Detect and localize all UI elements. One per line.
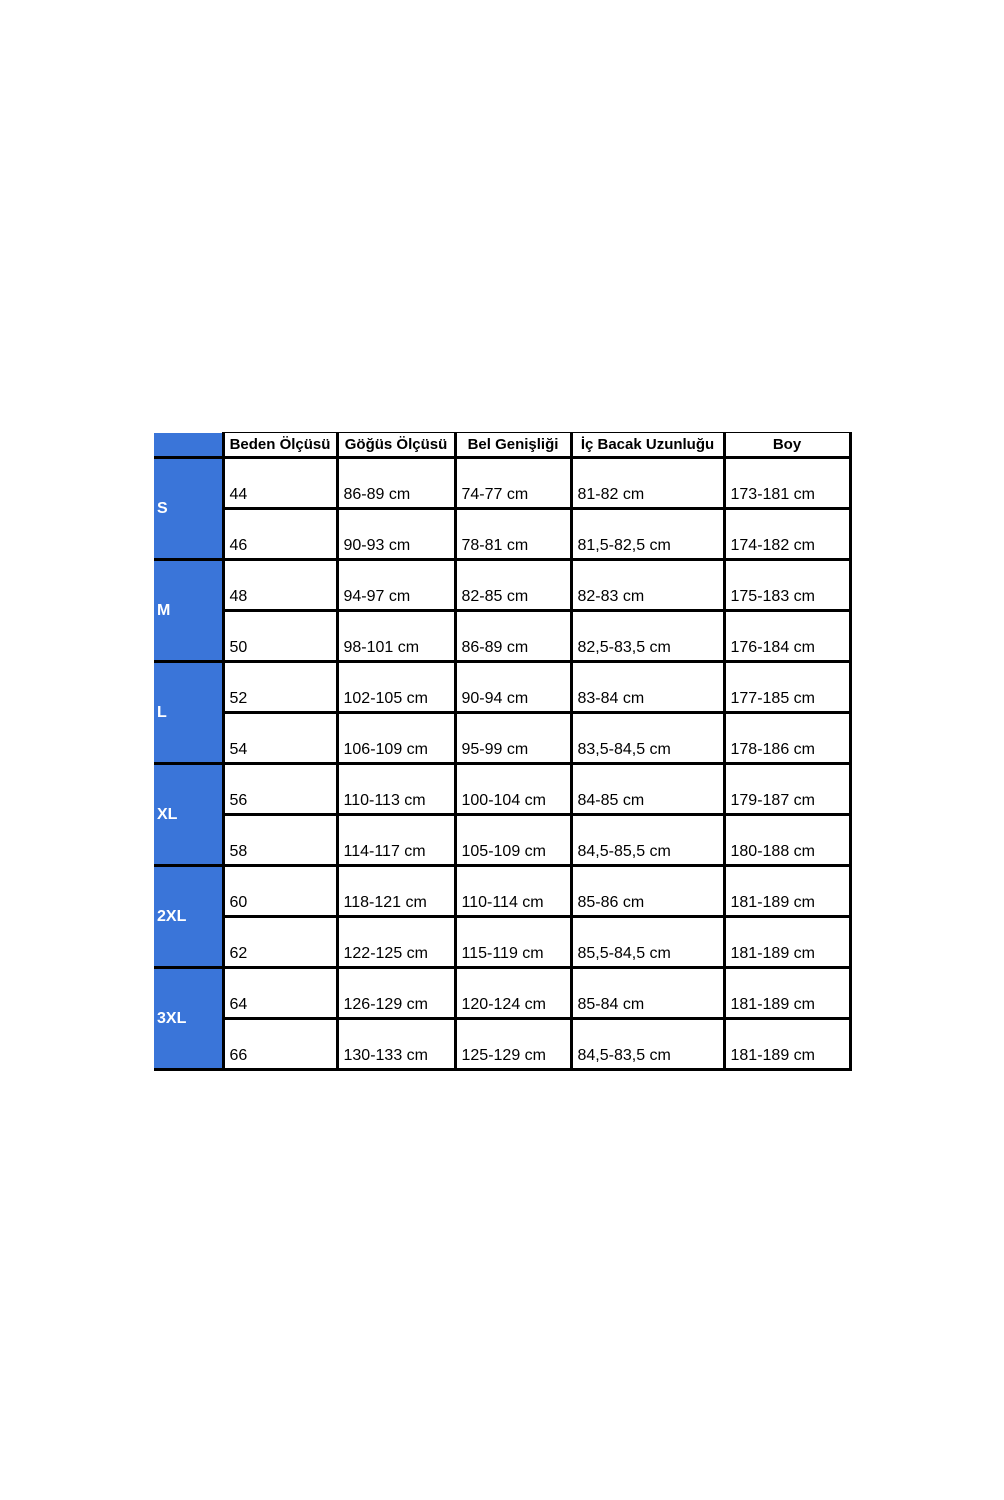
- table-header: [154, 433, 850, 458]
- size-number-cell: 50: [223, 611, 337, 662]
- size-number-cell: 66: [223, 1019, 337, 1070]
- chest-cell: 110-113 cm: [337, 764, 455, 815]
- chest-cell: 130-133 cm: [337, 1019, 455, 1070]
- height-cell: 174-182 cm: [724, 509, 850, 560]
- table-row: [154, 509, 850, 560]
- waist-cell: 74-77 cm: [455, 458, 571, 509]
- size-chart-table: [154, 432, 852, 1071]
- table-row: [154, 764, 850, 815]
- size-number-cell: 46: [223, 509, 337, 560]
- waist-cell: 90-94 cm: [455, 662, 571, 713]
- height-cell: 179-187 cm: [724, 764, 850, 815]
- waist-cell: 125-129 cm: [455, 1019, 571, 1070]
- height-cell: 173-181 cm: [724, 458, 850, 509]
- size-number-cell: 64: [223, 968, 337, 1019]
- chest-cell: 122-125 cm: [337, 917, 455, 968]
- header-row: [154, 433, 850, 458]
- size-group-label: S: [154, 458, 223, 560]
- table-body: [154, 458, 850, 1070]
- chest-cell: 98-101 cm: [337, 611, 455, 662]
- waist-cell: 120-124 cm: [455, 968, 571, 1019]
- size-number-cell: 52: [223, 662, 337, 713]
- chest-cell: 118-121 cm: [337, 866, 455, 917]
- size-group-label: M: [154, 560, 223, 662]
- chest-cell: 86-89 cm: [337, 458, 455, 509]
- size-number-cell: 60: [223, 866, 337, 917]
- size-number-cell: 48: [223, 560, 337, 611]
- waist-cell: 115-119 cm: [455, 917, 571, 968]
- table-row: [154, 458, 850, 509]
- inseam-cell: 82-83 cm: [571, 560, 724, 611]
- chest-cell: 94-97 cm: [337, 560, 455, 611]
- chest-cell: 114-117 cm: [337, 815, 455, 866]
- size-number-cell: 44: [223, 458, 337, 509]
- waist-cell: 86-89 cm: [455, 611, 571, 662]
- chest-cell: 90-93 cm: [337, 509, 455, 560]
- size-number-cell: 62: [223, 917, 337, 968]
- header-inseam: İç Bacak Uzunluğu: [571, 433, 724, 458]
- inseam-cell: 83,5-84,5 cm: [571, 713, 724, 764]
- height-cell: 181-189 cm: [724, 1019, 850, 1070]
- inseam-cell: 84-85 cm: [571, 764, 724, 815]
- table-row: [154, 611, 850, 662]
- inseam-cell: 83-84 cm: [571, 662, 724, 713]
- waist-cell: 95-99 cm: [455, 713, 571, 764]
- waist-cell: 82-85 cm: [455, 560, 571, 611]
- table-row: [154, 713, 850, 764]
- inseam-cell: 82,5-83,5 cm: [571, 611, 724, 662]
- table-row: [154, 560, 850, 611]
- table-row: [154, 815, 850, 866]
- chest-cell: 126-129 cm: [337, 968, 455, 1019]
- height-cell: 176-184 cm: [724, 611, 850, 662]
- header-size-number: Beden Ölçüsü: [223, 433, 337, 458]
- height-cell: 181-189 cm: [724, 866, 850, 917]
- header-height: Boy: [724, 433, 850, 458]
- table-row: [154, 1019, 850, 1070]
- header-corner-cell: [154, 433, 223, 458]
- inseam-cell: 81,5-82,5 cm: [571, 509, 724, 560]
- height-cell: 181-189 cm: [724, 917, 850, 968]
- size-number-cell: 54: [223, 713, 337, 764]
- height-cell: 181-189 cm: [724, 968, 850, 1019]
- waist-cell: 100-104 cm: [455, 764, 571, 815]
- table-row: [154, 968, 850, 1019]
- size-number-cell: 58: [223, 815, 337, 866]
- inseam-cell: 85-84 cm: [571, 968, 724, 1019]
- inseam-cell: 85-86 cm: [571, 866, 724, 917]
- size-number-cell: 56: [223, 764, 337, 815]
- chest-cell: 102-105 cm: [337, 662, 455, 713]
- inseam-cell: 84,5-85,5 cm: [571, 815, 724, 866]
- waist-cell: 78-81 cm: [455, 509, 571, 560]
- size-group-label: L: [154, 662, 223, 764]
- height-cell: 177-185 cm: [724, 662, 850, 713]
- table-row: [154, 866, 850, 917]
- waist-cell: 110-114 cm: [455, 866, 571, 917]
- table-row: [154, 662, 850, 713]
- chest-cell: 106-109 cm: [337, 713, 455, 764]
- height-cell: 178-186 cm: [724, 713, 850, 764]
- inseam-cell: 84,5-83,5 cm: [571, 1019, 724, 1070]
- size-group-label: 3XL: [154, 968, 223, 1070]
- height-cell: 180-188 cm: [724, 815, 850, 866]
- height-cell: 175-183 cm: [724, 560, 850, 611]
- header-waist: Bel Genişliği: [455, 433, 571, 458]
- table-row: [154, 917, 850, 968]
- inseam-cell: 81-82 cm: [571, 458, 724, 509]
- waist-cell: 105-109 cm: [455, 815, 571, 866]
- inseam-cell: 85,5-84,5 cm: [571, 917, 724, 968]
- size-group-label: XL: [154, 764, 223, 866]
- size-group-label: 2XL: [154, 866, 223, 968]
- header-chest: Göğüs Ölçüsü: [337, 433, 455, 458]
